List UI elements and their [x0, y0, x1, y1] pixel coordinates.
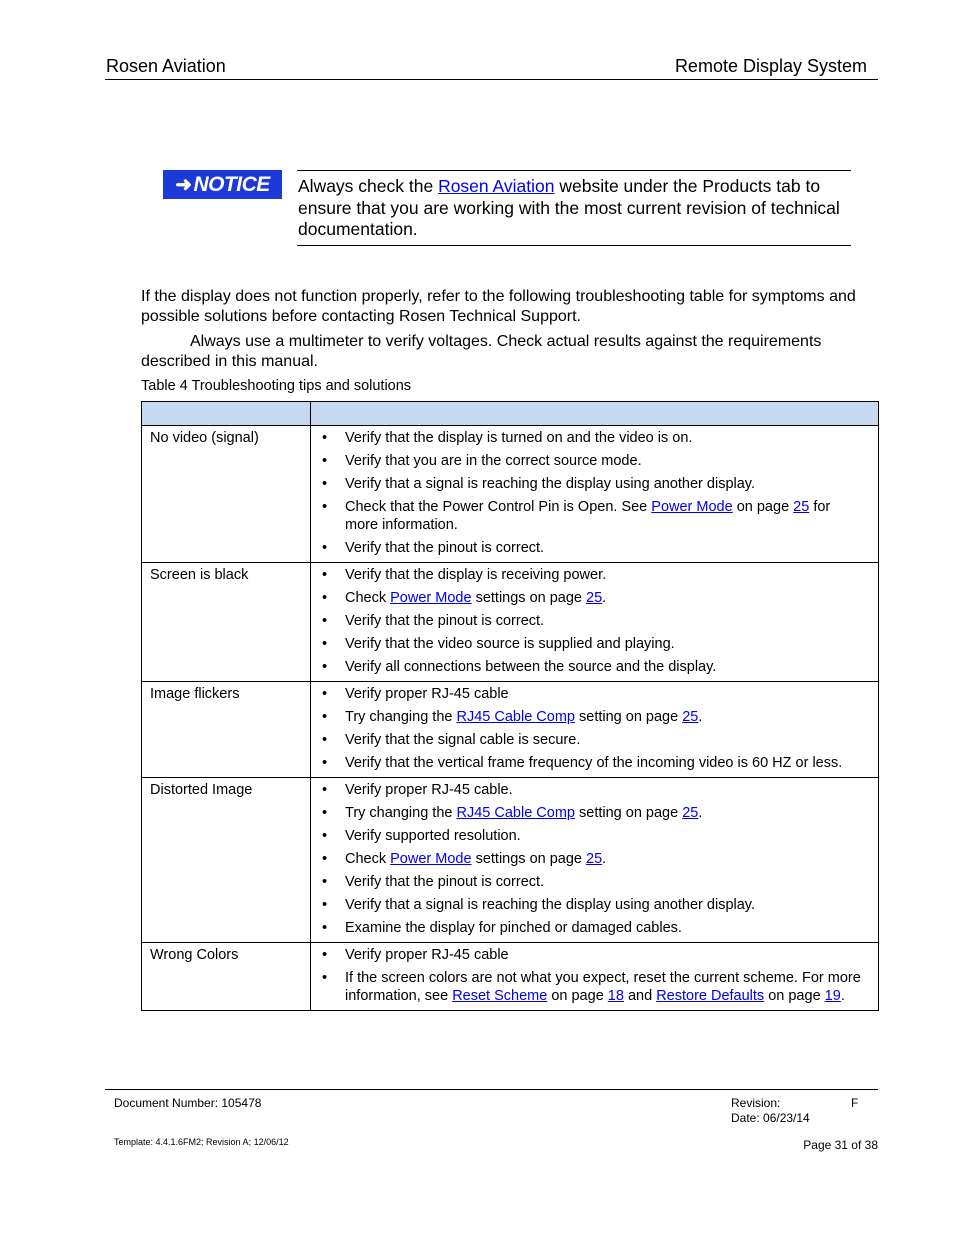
- symptom-cell: No video (signal): [142, 426, 311, 563]
- solution-cell: [311, 943, 879, 1011]
- solution-text: Verify that the pinout is correct.: [345, 613, 545, 629]
- solution-text: Verify that the display is receiving power.: [345, 567, 607, 583]
- rosen-aviation-link[interactable]: Rosen Aviation: [438, 176, 555, 196]
- cross-reference-link[interactable]: 25: [793, 499, 810, 515]
- revision-value: F: [851, 1096, 859, 1110]
- header-title: Rosen Aviation: [106, 56, 226, 76]
- solution-text: Examine the display for pinched or damaged cables.: [345, 920, 682, 936]
- notice-text-start: Always check the: [298, 176, 439, 196]
- solution-item: [315, 658, 866, 676]
- solution-text: Verify proper RJ-45 cable.: [345, 782, 513, 798]
- solution-text: Verify that the pinout is correct.: [345, 540, 545, 556]
- solution-item: [315, 612, 866, 630]
- solution-header-cell: [311, 402, 879, 426]
- solution-text: Check: [345, 851, 391, 867]
- solution-text: Verify that the vertical frame frequency of the incoming video is 60 HZ or less.: [345, 755, 843, 771]
- solution-list: [315, 566, 866, 676]
- solution-text: Verify all connections between the source and the display.: [345, 659, 717, 675]
- cross-reference-link[interactable]: Power Mode: [651, 499, 733, 515]
- cross-reference-link[interactable]: Power Mode: [390, 590, 472, 606]
- symptom-cell: Screen is black: [142, 563, 311, 682]
- solution-text: .: [602, 851, 607, 867]
- solution-item: [315, 827, 866, 845]
- solution-text: on page: [732, 499, 794, 515]
- solution-item: [315, 896, 866, 914]
- solution-text: Try changing the: [345, 709, 457, 725]
- table-caption: Table 4 Troubleshooting tips and solutions: [141, 378, 412, 394]
- cross-reference-link[interactable]: 25: [586, 851, 603, 867]
- solution-text: Try changing the: [345, 805, 457, 821]
- solution-text: Verify that you are in the correct source mode.: [345, 453, 642, 469]
- solution-item: [315, 969, 866, 1005]
- solution-item: [315, 685, 866, 703]
- solution-item: [315, 498, 866, 534]
- solution-text: Verify that a signal is reaching the display using another display.: [345, 476, 756, 492]
- page-number: Page 31 of 38: [803, 1138, 878, 1152]
- cross-reference-link[interactable]: 25: [682, 805, 699, 821]
- solution-text: .: [602, 590, 607, 606]
- cross-reference-link[interactable]: 25: [682, 709, 699, 725]
- solution-list: [315, 685, 866, 772]
- solution-list: [315, 781, 866, 937]
- solution-text: Verify that a signal is reaching the display using another display.: [345, 897, 756, 913]
- cross-reference-link[interactable]: Restore Defaults: [656, 988, 765, 1004]
- solution-text: settings on page: [471, 590, 587, 606]
- revision-label: Revision:: [731, 1096, 781, 1110]
- solution-item: [315, 754, 866, 772]
- solution-text: If the screen colors are not what you expect, reset the current scheme. For more information, see: [345, 970, 861, 1004]
- solution-text: Verify supported resolution.: [345, 828, 521, 844]
- document-number: Document Number: 105478: [114, 1096, 262, 1110]
- solution-item: [315, 731, 866, 749]
- solution-list: [315, 429, 866, 557]
- solution-item: [315, 475, 866, 493]
- solution-cell: [311, 778, 879, 943]
- solution-item: [315, 429, 866, 447]
- solution-list: [315, 946, 866, 1005]
- solution-text: Verify proper RJ-45 cable: [345, 686, 509, 702]
- revision-date: Date: 06/23/14: [731, 1111, 810, 1125]
- solution-text: setting on page: [574, 805, 683, 821]
- cross-reference-link[interactable]: Power Mode: [390, 851, 472, 867]
- solution-item: [315, 850, 866, 868]
- troubleshooting-table: [141, 401, 879, 1011]
- solution-item: [315, 781, 866, 799]
- solution-item: [315, 589, 866, 607]
- cross-reference-link[interactable]: 19: [824, 988, 841, 1004]
- solution-cell: [311, 426, 879, 563]
- solution-text: Verify that the video source is supplied and playing.: [345, 636, 675, 652]
- notice-text-end: website under the Products tab to ensure that you are working with the most current revision of technical documentation.: [298, 176, 840, 239]
- solution-item: [315, 919, 866, 937]
- solution-text: on page: [764, 988, 825, 1004]
- solution-text: Verify that the display is turned on and the video is on.: [345, 430, 693, 446]
- solution-text: Verify that the signal cable is secure.: [345, 732, 581, 748]
- solution-item: [315, 635, 866, 653]
- multimeter-paragraph: Always use a multimeter to verify voltages. Check actual results against the requirements described in this manual.: [141, 333, 822, 370]
- symptom-header-cell: [142, 402, 311, 426]
- cross-reference-link[interactable]: RJ45 Cable Comp: [456, 805, 575, 821]
- solution-text: and: [623, 988, 657, 1004]
- cross-reference-link[interactable]: RJ45 Cable Comp: [456, 709, 575, 725]
- solution-text: on page: [547, 988, 608, 1004]
- template-info: Template: 4.4.1.6FM2; Revision A; 12/06/12: [114, 1137, 289, 1147]
- notice-badge: [163, 170, 282, 199]
- solution-text: setting on page: [574, 709, 683, 725]
- intro-paragraph: If the display does not function properly, refer to the following troubleshooting table for symptoms and possible solutions before contacting Rosen Technical Support.: [141, 288, 856, 325]
- cross-reference-link[interactable]: Reset Scheme: [452, 988, 548, 1004]
- solution-cell: [311, 563, 879, 682]
- symptom-cell: Distorted Image: [142, 778, 311, 943]
- solution-text: Check: [345, 590, 391, 606]
- solution-item: [315, 708, 866, 726]
- notice-label: NOTICE: [193, 172, 270, 196]
- table-row: [142, 682, 879, 778]
- solution-text: .: [698, 709, 703, 725]
- solution-item: [315, 566, 866, 584]
- table-header-row: [142, 402, 879, 426]
- symptom-cell: Image flickers: [142, 682, 311, 778]
- notice-text: [297, 170, 851, 246]
- cross-reference-link[interactable]: 18: [607, 988, 624, 1004]
- arrow-right-icon: ➜: [175, 174, 192, 196]
- cross-reference-link[interactable]: 25: [586, 590, 603, 606]
- symptom-cell: Wrong Colors: [142, 943, 311, 1011]
- table-row: [142, 426, 879, 563]
- footer-rule: [105, 1089, 878, 1090]
- solution-item: [315, 873, 866, 891]
- solution-text: settings on page: [471, 851, 587, 867]
- header-doc-name: Remote Display System: [674, 56, 867, 76]
- solution-text: for more information.: [345, 499, 831, 533]
- solution-cell: [311, 682, 879, 778]
- solution-item: [315, 804, 866, 822]
- table-row: [142, 563, 879, 682]
- solution-text: .: [698, 805, 703, 821]
- solution-item: [315, 452, 866, 470]
- solution-text: Verify that the pinout is correct.: [345, 874, 545, 890]
- solution-text: .: [840, 988, 845, 1004]
- solution-text: Verify proper RJ-45 cable: [345, 947, 509, 963]
- table-row: [142, 943, 879, 1011]
- solution-item: [315, 539, 866, 557]
- header-rule: [105, 79, 878, 80]
- table-row: [142, 778, 879, 943]
- solution-text: Check that the Power Control Pin is Open. See: [345, 499, 652, 515]
- solution-item: [315, 946, 866, 964]
